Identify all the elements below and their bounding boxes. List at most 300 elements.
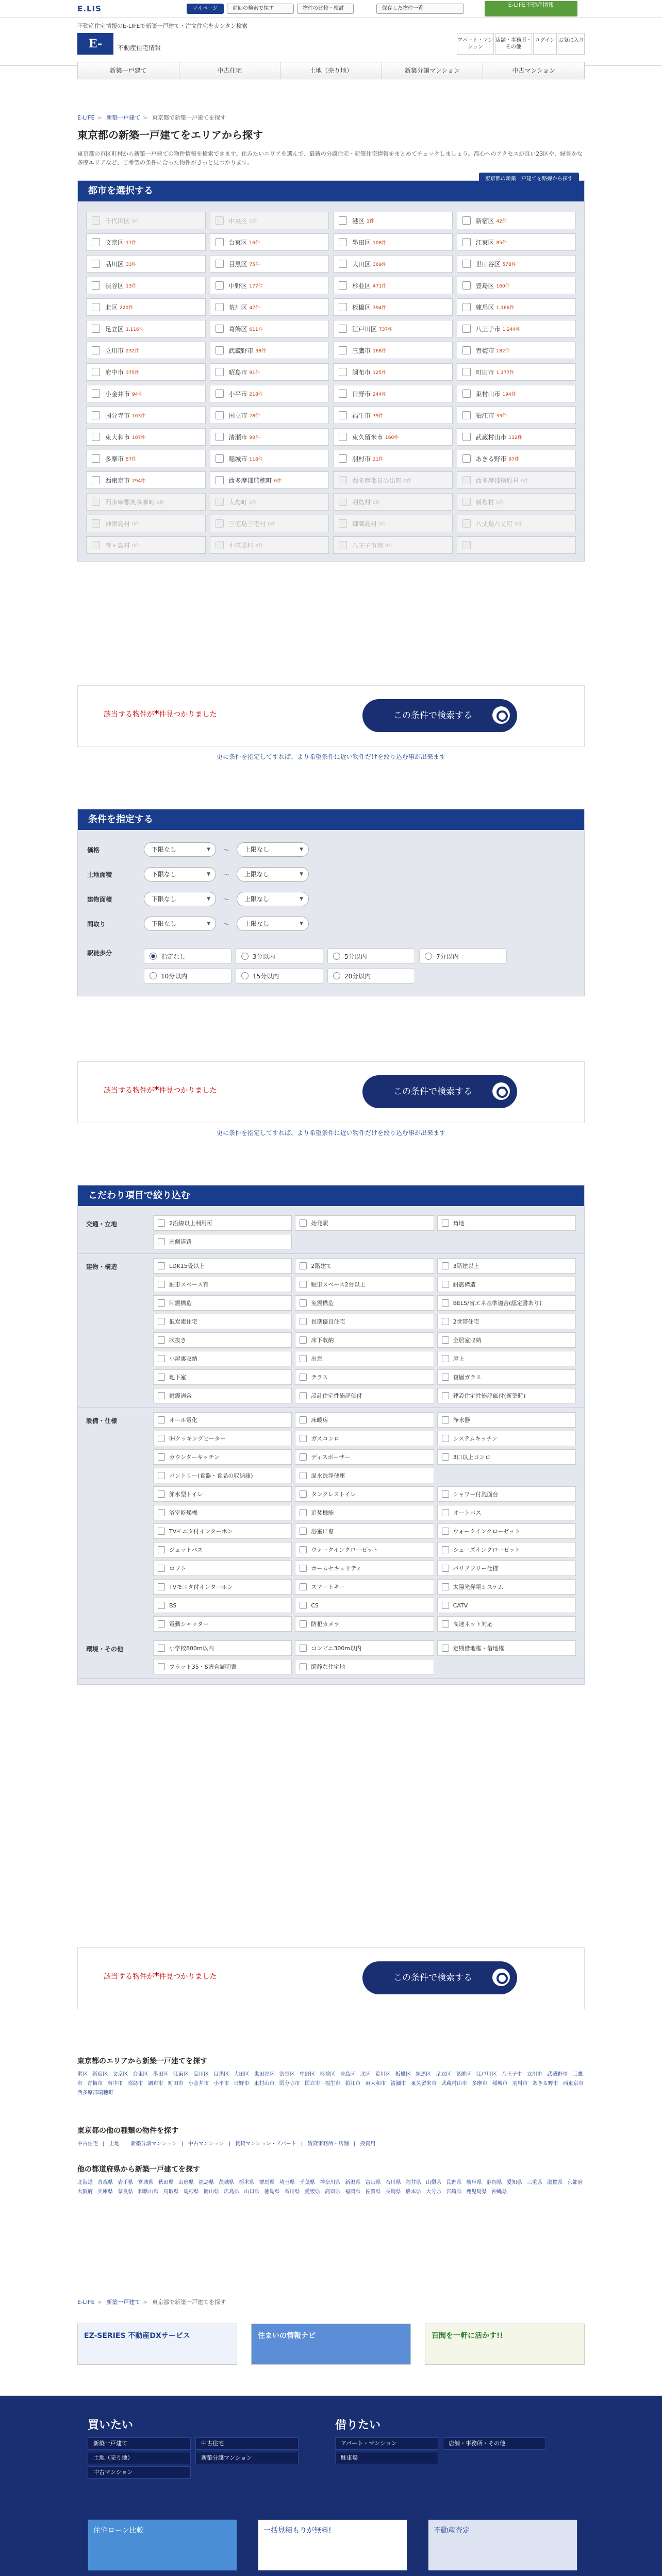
checkbox[interactable] bbox=[442, 1299, 449, 1307]
checkbox[interactable] bbox=[158, 1374, 165, 1381]
min-select[interactable]: 下限なし ▼ bbox=[144, 892, 216, 906]
walk-radio[interactable] bbox=[144, 948, 231, 964]
breadcrumb-home[interactable]: E-LIFE bbox=[77, 114, 95, 121]
city-item[interactable] bbox=[210, 255, 329, 273]
kodawari-item[interactable] bbox=[295, 1579, 434, 1595]
nav-favorite[interactable]: お気に入り bbox=[558, 33, 585, 55]
max-select[interactable]: 上限なし ▼ bbox=[237, 867, 309, 882]
kodawari-item[interactable] bbox=[153, 1431, 292, 1446]
checkbox[interactable] bbox=[462, 303, 471, 311]
kodawari-item[interactable] bbox=[153, 1640, 292, 1656]
checkbox[interactable] bbox=[339, 238, 347, 246]
kodawari-item[interactable] bbox=[437, 1332, 576, 1348]
checkbox[interactable] bbox=[300, 1602, 307, 1609]
city-item[interactable] bbox=[86, 428, 206, 446]
checkbox[interactable] bbox=[158, 1509, 165, 1516]
city-item[interactable] bbox=[86, 277, 206, 294]
footer-buy-usedm[interactable]: 中古マンション bbox=[88, 2466, 191, 2479]
checkbox[interactable] bbox=[158, 1299, 165, 1307]
kodawari-item[interactable] bbox=[437, 1616, 576, 1632]
kodawari-item-label: 低炭素住宅 bbox=[169, 1318, 197, 1325]
search-button-3[interactable]: この条件で検索する bbox=[362, 1961, 517, 1994]
app-banner[interactable]: E-LIFE不動産情報 bbox=[485, 1, 577, 16]
checkbox[interactable] bbox=[442, 1435, 449, 1442]
city-item[interactable] bbox=[457, 212, 576, 229]
max-select[interactable]: 上限なし ▼ bbox=[237, 842, 309, 857]
nav-store[interactable]: 店舗・事務所・その他 bbox=[495, 33, 532, 55]
checkbox[interactable] bbox=[216, 476, 224, 484]
city-item[interactable] bbox=[86, 233, 206, 251]
kodawari-item[interactable] bbox=[437, 1598, 576, 1613]
kodawari-item[interactable] bbox=[153, 1412, 292, 1428]
checkbox[interactable] bbox=[339, 346, 347, 354]
kodawari-item[interactable] bbox=[437, 1258, 576, 1274]
city-item[interactable] bbox=[210, 363, 329, 381]
kodawari-item[interactable] bbox=[437, 1579, 576, 1595]
radio-dot bbox=[425, 953, 432, 960]
checkbox[interactable] bbox=[92, 346, 100, 354]
checkbox[interactable] bbox=[300, 1219, 307, 1227]
city-item[interactable] bbox=[333, 428, 453, 446]
walk-radio[interactable] bbox=[327, 968, 415, 984]
city-item[interactable] bbox=[333, 450, 453, 467]
checkbox[interactable] bbox=[158, 1238, 165, 1245]
kodawari-item[interactable] bbox=[153, 1579, 292, 1595]
checkbox[interactable] bbox=[158, 1472, 165, 1479]
nav-apartment[interactable]: アパート・マンション bbox=[457, 33, 494, 55]
walk-radio[interactable] bbox=[236, 968, 323, 984]
checkbox[interactable] bbox=[339, 303, 347, 311]
checkbox[interactable] bbox=[442, 1645, 449, 1652]
kodawari-item[interactable] bbox=[153, 1561, 292, 1576]
kodawari-item[interactable] bbox=[295, 1295, 434, 1311]
kodawari-item[interactable] bbox=[295, 1561, 434, 1576]
checkbox[interactable] bbox=[158, 1281, 165, 1288]
checkbox[interactable] bbox=[300, 1472, 307, 1479]
kodawari-item[interactable] bbox=[437, 1561, 576, 1576]
pref-links-list[interactable]: 北海道 青森県 岩手県 宮城県 秋田県 山形県 福島県 茨城県 栃木県 群馬県 埼玉県 千葉県 神奈川県 新潟県 富山県 石川県 福井県 山梨県 長野県 岐阜県 静岡県 愛知県 三重県 滋賀県 京都府 大阪府 兵庫県 奈良県 和歌山県 鳥取県 島根県 岡山県 広島県 山口県 徳島県 香川県 愛媛県 高知県 福岡県 佐賀県 長崎県 熊本県 大分県 宮崎県 鹿児島県 沖縄県 bbox=[77, 2180, 583, 2195]
checkbox[interactable] bbox=[158, 1416, 165, 1423]
kodawari-item-label: 電動シャッター bbox=[169, 1621, 209, 1628]
checkbox[interactable] bbox=[158, 1490, 165, 1498]
kodawari-item[interactable] bbox=[437, 1412, 576, 1428]
walk-radio[interactable] bbox=[144, 968, 231, 984]
checkbox[interactable] bbox=[442, 1219, 449, 1227]
checkbox[interactable] bbox=[216, 303, 224, 311]
checkbox[interactable] bbox=[158, 1453, 165, 1461]
kodawari-item[interactable] bbox=[153, 1449, 292, 1465]
checkbox[interactable] bbox=[92, 368, 100, 376]
city-item[interactable] bbox=[333, 277, 453, 294]
city-item[interactable] bbox=[457, 450, 576, 467]
gnav-new-house[interactable]: 新築一戸建て bbox=[78, 62, 179, 79]
kodawari-item[interactable] bbox=[153, 1388, 292, 1403]
city-item[interactable] bbox=[457, 428, 576, 446]
city-name: 江戸川区 bbox=[352, 325, 377, 333]
checkbox[interactable] bbox=[216, 411, 224, 419]
kodawari-item[interactable] bbox=[295, 1314, 434, 1329]
checkbox[interactable] bbox=[300, 1355, 307, 1362]
kodawari-item[interactable] bbox=[437, 1351, 576, 1366]
checkbox[interactable] bbox=[158, 1435, 165, 1442]
max-select[interactable]: 上限なし ▼ bbox=[237, 917, 309, 931]
checkbox[interactable] bbox=[462, 238, 471, 246]
checkbox[interactable] bbox=[300, 1392, 307, 1399]
checkbox[interactable] bbox=[216, 389, 224, 398]
type-links-list[interactable]: 中古住宅 | 土地 | 新築分譲マンション | 中古マンション | 賃貸マンション・アパート | 賃貸事務所・店舗 | 投資用 bbox=[77, 2141, 376, 2147]
checkbox[interactable] bbox=[462, 216, 471, 225]
kodawari-item[interactable] bbox=[437, 1388, 576, 1403]
checkbox[interactable] bbox=[158, 1602, 165, 1609]
city-item[interactable] bbox=[333, 363, 453, 381]
checkbox[interactable] bbox=[216, 238, 224, 246]
walk-radio[interactable] bbox=[327, 948, 415, 964]
kodawari-item[interactable] bbox=[437, 1486, 576, 1502]
checkbox[interactable] bbox=[158, 1336, 165, 1344]
checkbox[interactable] bbox=[300, 1620, 307, 1628]
checkbox[interactable] bbox=[462, 411, 471, 419]
kodawari-item[interactable] bbox=[153, 1215, 292, 1231]
checkbox[interactable] bbox=[462, 433, 471, 441]
search-button-2[interactable]: この条件で検索する bbox=[362, 1075, 517, 1108]
checkbox[interactable] bbox=[442, 1281, 449, 1288]
city-item[interactable] bbox=[86, 342, 206, 359]
mypage-button[interactable]: マイページ bbox=[187, 4, 224, 14]
checkbox[interactable] bbox=[92, 238, 100, 246]
city-item[interactable] bbox=[333, 298, 453, 316]
city-item[interactable] bbox=[457, 233, 576, 251]
checkbox[interactable] bbox=[442, 1583, 449, 1590]
checkbox[interactable] bbox=[216, 346, 224, 354]
checkbox[interactable] bbox=[92, 411, 100, 419]
kodawari-item[interactable] bbox=[437, 1277, 576, 1292]
saved-list-button[interactable]: 保存した物件一覧 bbox=[376, 4, 464, 14]
city-item[interactable] bbox=[333, 212, 453, 229]
city-item[interactable] bbox=[457, 342, 576, 359]
footer-rent-store[interactable]: 店舗・事務所・その他 bbox=[443, 2437, 546, 2450]
nav-login[interactable]: ログイン bbox=[533, 33, 557, 55]
checkbox[interactable] bbox=[216, 281, 224, 290]
city-item[interactable] bbox=[210, 277, 329, 294]
min-select[interactable]: 下限なし ▼ bbox=[144, 917, 216, 931]
checkbox[interactable] bbox=[300, 1336, 307, 1344]
checkbox[interactable] bbox=[158, 1318, 165, 1325]
checkbox[interactable] bbox=[339, 433, 347, 441]
kodawari-item[interactable] bbox=[295, 1523, 434, 1539]
footer-buy-newm[interactable]: 新築分譲マンション bbox=[195, 2452, 299, 2464]
checkbox[interactable] bbox=[92, 454, 100, 463]
kodawari-item[interactable] bbox=[153, 1314, 292, 1329]
city-item[interactable] bbox=[210, 406, 329, 424]
checkbox[interactable] bbox=[339, 260, 347, 268]
breadcrumb-new-house[interactable]: 新築一戸建て bbox=[106, 114, 141, 121]
checkbox[interactable] bbox=[158, 1546, 165, 1553]
search-button[interactable]: この条件で検索する bbox=[362, 699, 517, 732]
checkbox[interactable] bbox=[92, 433, 100, 441]
recent-search-button[interactable]: 前回の検索で探す bbox=[227, 4, 294, 14]
checkbox[interactable] bbox=[300, 1299, 307, 1307]
checkbox[interactable] bbox=[442, 1336, 449, 1344]
kodawari-item[interactable] bbox=[153, 1505, 292, 1520]
city-item[interactable] bbox=[86, 255, 206, 273]
checkbox[interactable] bbox=[158, 1620, 165, 1628]
checkbox[interactable] bbox=[158, 1583, 165, 1590]
breadcrumb-new-house-2[interactable]: 新築一戸建て bbox=[106, 2299, 141, 2306]
checkbox[interactable] bbox=[442, 1528, 449, 1535]
site-logo[interactable]: E- bbox=[77, 33, 113, 55]
checkbox[interactable] bbox=[158, 1262, 165, 1269]
kodawari-item[interactable] bbox=[295, 1659, 434, 1674]
kodawari-item[interactable] bbox=[437, 1295, 576, 1311]
city-item[interactable] bbox=[210, 450, 329, 467]
city-item[interactable] bbox=[333, 320, 453, 337]
kodawari-item[interactable] bbox=[153, 1659, 292, 1674]
kodawari-item[interactable] bbox=[295, 1542, 434, 1557]
checkbox[interactable] bbox=[462, 346, 471, 354]
checkbox[interactable] bbox=[158, 1219, 165, 1227]
checkbox[interactable] bbox=[442, 1355, 449, 1362]
city-item[interactable] bbox=[333, 233, 453, 251]
ad-estimate[interactable]: 一括見積もりが無料! bbox=[258, 2519, 407, 2571]
checkbox[interactable] bbox=[339, 281, 347, 290]
footer-buy-land[interactable]: 土地（売り地） bbox=[88, 2452, 191, 2464]
kodawari-item[interactable] bbox=[153, 1523, 292, 1539]
checkbox[interactable] bbox=[158, 1645, 165, 1652]
kodawari-item[interactable] bbox=[295, 1332, 434, 1348]
city-item[interactable] bbox=[457, 277, 576, 294]
checkbox[interactable] bbox=[442, 1318, 449, 1325]
banner-hyakubun[interactable]: 百聞を一軒に活かす!! bbox=[425, 2324, 585, 2365]
checkbox[interactable] bbox=[442, 1490, 449, 1498]
kodawari-item[interactable] bbox=[153, 1542, 292, 1557]
city-item[interactable] bbox=[86, 471, 206, 489]
checkbox[interactable] bbox=[300, 1318, 307, 1325]
checkbox[interactable] bbox=[92, 476, 100, 484]
checkbox[interactable] bbox=[442, 1620, 449, 1628]
city-item[interactable] bbox=[457, 320, 576, 337]
breadcrumb-home-2[interactable]: E-LIFE bbox=[77, 2299, 95, 2306]
checkbox[interactable] bbox=[158, 1565, 165, 1572]
city-item[interactable] bbox=[210, 320, 329, 337]
city-item[interactable] bbox=[86, 450, 206, 467]
banner-ez[interactable]: EZ-SERIES 不動産DXサービス bbox=[77, 2324, 237, 2365]
checkbox[interactable] bbox=[300, 1546, 307, 1553]
gnav-land[interactable]: 土地（売り地） bbox=[280, 62, 382, 79]
kodawari-item[interactable] bbox=[437, 1640, 576, 1656]
checkbox[interactable] bbox=[339, 389, 347, 398]
kodawari-item[interactable] bbox=[295, 1351, 434, 1366]
kodawari-panel bbox=[77, 1185, 585, 1685]
checkbox[interactable] bbox=[462, 281, 471, 290]
ad-satei[interactable]: 不動産査定 bbox=[428, 2519, 577, 2571]
kodawari-item[interactable] bbox=[295, 1258, 434, 1274]
kodawari-item[interactable] bbox=[153, 1258, 292, 1274]
checkbox[interactable] bbox=[462, 325, 471, 333]
gnav-used-mansion[interactable]: 中古マンション bbox=[483, 62, 584, 79]
kodawari-item[interactable] bbox=[437, 1215, 576, 1231]
city-item[interactable] bbox=[333, 406, 453, 424]
min-select[interactable]: 下限なし ▼ bbox=[144, 867, 216, 882]
city-item[interactable] bbox=[457, 363, 576, 381]
kodawari-item[interactable] bbox=[153, 1277, 292, 1292]
city-item[interactable] bbox=[210, 385, 329, 402]
min-select[interactable]: 下限なし ▼ bbox=[144, 842, 216, 857]
checkbox[interactable] bbox=[300, 1490, 307, 1498]
checkbox[interactable] bbox=[300, 1663, 307, 1670]
banner-navi[interactable]: 住まいの情報ナビ bbox=[251, 2324, 411, 2365]
checkbox[interactable] bbox=[158, 1663, 165, 1670]
kodawari-item[interactable] bbox=[437, 1449, 576, 1465]
checkbox[interactable] bbox=[442, 1374, 449, 1381]
kodawari-item[interactable] bbox=[437, 1542, 576, 1557]
checkbox[interactable] bbox=[462, 389, 471, 398]
max-select[interactable]: 上限なし ▼ bbox=[237, 892, 309, 906]
kodawari-item[interactable] bbox=[153, 1332, 292, 1348]
kodawari-item[interactable] bbox=[295, 1640, 434, 1656]
checkbox[interactable] bbox=[158, 1528, 165, 1535]
city-item[interactable] bbox=[333, 342, 453, 359]
city-item[interactable] bbox=[86, 298, 206, 316]
city-item[interactable] bbox=[457, 385, 576, 402]
checkbox[interactable] bbox=[92, 281, 100, 290]
kodawari-item[interactable] bbox=[153, 1369, 292, 1385]
city-item[interactable] bbox=[457, 406, 576, 424]
city-item[interactable] bbox=[210, 233, 329, 251]
city-item[interactable] bbox=[333, 255, 453, 273]
checkbox[interactable] bbox=[300, 1435, 307, 1442]
kodawari-item-label: 小学校800m以内 bbox=[169, 1645, 214, 1652]
footer-buy-new[interactable]: 新築一戸建て bbox=[88, 2437, 191, 2450]
kodawari-item[interactable] bbox=[153, 1486, 292, 1502]
area-links-list[interactable]: 港区 新宿区 文京区 台東区 墨田区 江東区 品川区 目黒区 大田区 世田谷区 渋谷区 中野区 杉並区 豊島区 北区 荒川区 板橋区 練馬区 足立区 葛飾区 江戸川区 八王子市 立川市 武蔵野市 三鷹市 青梅市 府中市 昭島市 調布市 町田市 小金井市 小平市 日野市 東村山市 国分寺市 国立市 福生市 狛江市 東大和市 清瀬市 東久留米市 武蔵村山市 多摩市 稲城市 羽村市 あきる野市 西東京市 西多摩郡瑞穂町 bbox=[77, 2072, 584, 2096]
checkbox[interactable] bbox=[300, 1509, 307, 1516]
checkbox[interactable] bbox=[92, 260, 100, 268]
checkbox[interactable] bbox=[442, 1416, 449, 1423]
kodawari-item[interactable] bbox=[437, 1369, 576, 1385]
kodawari-item[interactable] bbox=[437, 1523, 576, 1539]
route-search-button[interactable]: 東京都の新築一戸建てを路線から探す bbox=[479, 173, 579, 186]
walk-radio[interactable] bbox=[236, 948, 323, 964]
checkbox[interactable] bbox=[442, 1546, 449, 1553]
kodawari-item[interactable] bbox=[437, 1431, 576, 1446]
kodawari-item[interactable] bbox=[295, 1505, 434, 1520]
kodawari-item[interactable] bbox=[153, 1468, 292, 1483]
checkbox[interactable] bbox=[339, 411, 347, 419]
checkbox[interactable] bbox=[462, 260, 471, 268]
checkbox[interactable] bbox=[442, 1602, 449, 1609]
checkbox[interactable] bbox=[158, 1355, 165, 1362]
checkbox[interactable] bbox=[216, 368, 224, 376]
footer-buy-used[interactable]: 中古住宅 bbox=[195, 2437, 299, 2450]
city-name: 世田谷区 bbox=[475, 260, 501, 268]
checkbox[interactable] bbox=[442, 1453, 449, 1461]
checkbox[interactable] bbox=[216, 454, 224, 463]
checkbox[interactable] bbox=[442, 1565, 449, 1572]
city-item[interactable] bbox=[86, 320, 206, 337]
checkbox[interactable] bbox=[216, 433, 224, 441]
checkbox[interactable] bbox=[442, 1392, 449, 1399]
kodawari-item[interactable] bbox=[295, 1412, 434, 1428]
checkbox[interactable] bbox=[216, 325, 224, 333]
gnav-used-house[interactable]: 中古住宅 bbox=[179, 62, 281, 79]
city-count: 33件 bbox=[126, 262, 137, 267]
kodawari-item[interactable] bbox=[295, 1449, 434, 1465]
gnav-new-mansion[interactable]: 新築分譲マンション bbox=[382, 62, 484, 79]
checkbox[interactable] bbox=[462, 454, 471, 463]
checkbox[interactable] bbox=[300, 1528, 307, 1535]
kodawari-group bbox=[78, 1254, 584, 1408]
kodawari-item[interactable] bbox=[437, 1314, 576, 1329]
checkbox[interactable] bbox=[300, 1281, 307, 1288]
checkbox[interactable] bbox=[300, 1374, 307, 1381]
city-item[interactable] bbox=[86, 385, 206, 402]
city-count: 163件 bbox=[132, 413, 146, 419]
city-item[interactable] bbox=[210, 298, 329, 316]
checkbox[interactable] bbox=[92, 389, 100, 398]
kodawari-item[interactable] bbox=[295, 1388, 434, 1403]
checkbox[interactable] bbox=[339, 325, 347, 333]
city-panel-title: 都市を選択する bbox=[78, 181, 584, 201]
checkbox[interactable] bbox=[339, 368, 347, 376]
city-item[interactable] bbox=[210, 342, 329, 359]
city-item[interactable] bbox=[210, 428, 329, 446]
checkbox[interactable] bbox=[300, 1453, 307, 1461]
checkbox[interactable] bbox=[300, 1262, 307, 1269]
kodawari-item[interactable] bbox=[153, 1616, 292, 1632]
city-item[interactable] bbox=[333, 385, 453, 402]
compare-button[interactable]: 物件の比較・検討 bbox=[297, 4, 354, 14]
city-item[interactable] bbox=[210, 471, 329, 489]
checkbox[interactable] bbox=[158, 1392, 165, 1399]
checkbox[interactable] bbox=[92, 303, 100, 311]
kodawari-item[interactable] bbox=[295, 1616, 434, 1632]
city-item bbox=[210, 212, 329, 229]
checkbox[interactable] bbox=[442, 1509, 449, 1516]
checkbox[interactable] bbox=[462, 368, 471, 376]
footer-rent-parking[interactable]: 駐車場 bbox=[335, 2452, 438, 2464]
kodawari-item[interactable] bbox=[153, 1295, 292, 1311]
kodawari-item[interactable] bbox=[295, 1431, 434, 1446]
kodawari-item[interactable] bbox=[153, 1351, 292, 1366]
checkbox[interactable] bbox=[339, 216, 347, 225]
kodawari-item[interactable] bbox=[153, 1598, 292, 1613]
kodawari-item[interactable] bbox=[153, 1234, 292, 1249]
city-item[interactable] bbox=[457, 298, 576, 316]
checkbox[interactable] bbox=[442, 1262, 449, 1269]
checkbox[interactable] bbox=[339, 454, 347, 463]
ad-loan[interactable]: 住宅ローン比較 bbox=[88, 2519, 237, 2571]
walk-radio[interactable] bbox=[419, 948, 507, 964]
kodawari-item[interactable] bbox=[295, 1215, 434, 1231]
kodawari-item[interactable] bbox=[295, 1277, 434, 1292]
checkbox[interactable] bbox=[216, 260, 224, 268]
city-name: 台東区 bbox=[228, 239, 247, 246]
kodawari-item[interactable] bbox=[295, 1369, 434, 1385]
kodawari-item[interactable] bbox=[437, 1505, 576, 1520]
kodawari-item[interactable] bbox=[295, 1486, 434, 1502]
checkbox[interactable] bbox=[300, 1645, 307, 1652]
checkbox[interactable] bbox=[92, 325, 100, 333]
checkbox[interactable] bbox=[300, 1565, 307, 1572]
city-item[interactable] bbox=[457, 255, 576, 273]
city-item[interactable] bbox=[86, 406, 206, 424]
checkbox[interactable] bbox=[300, 1583, 307, 1590]
city-item[interactable] bbox=[86, 363, 206, 381]
kodawari-item[interactable] bbox=[295, 1468, 434, 1483]
kodawari-item[interactable] bbox=[295, 1598, 434, 1613]
footer-rent-apt[interactable]: アパート・マンション bbox=[335, 2437, 438, 2450]
checkbox[interactable] bbox=[300, 1416, 307, 1423]
